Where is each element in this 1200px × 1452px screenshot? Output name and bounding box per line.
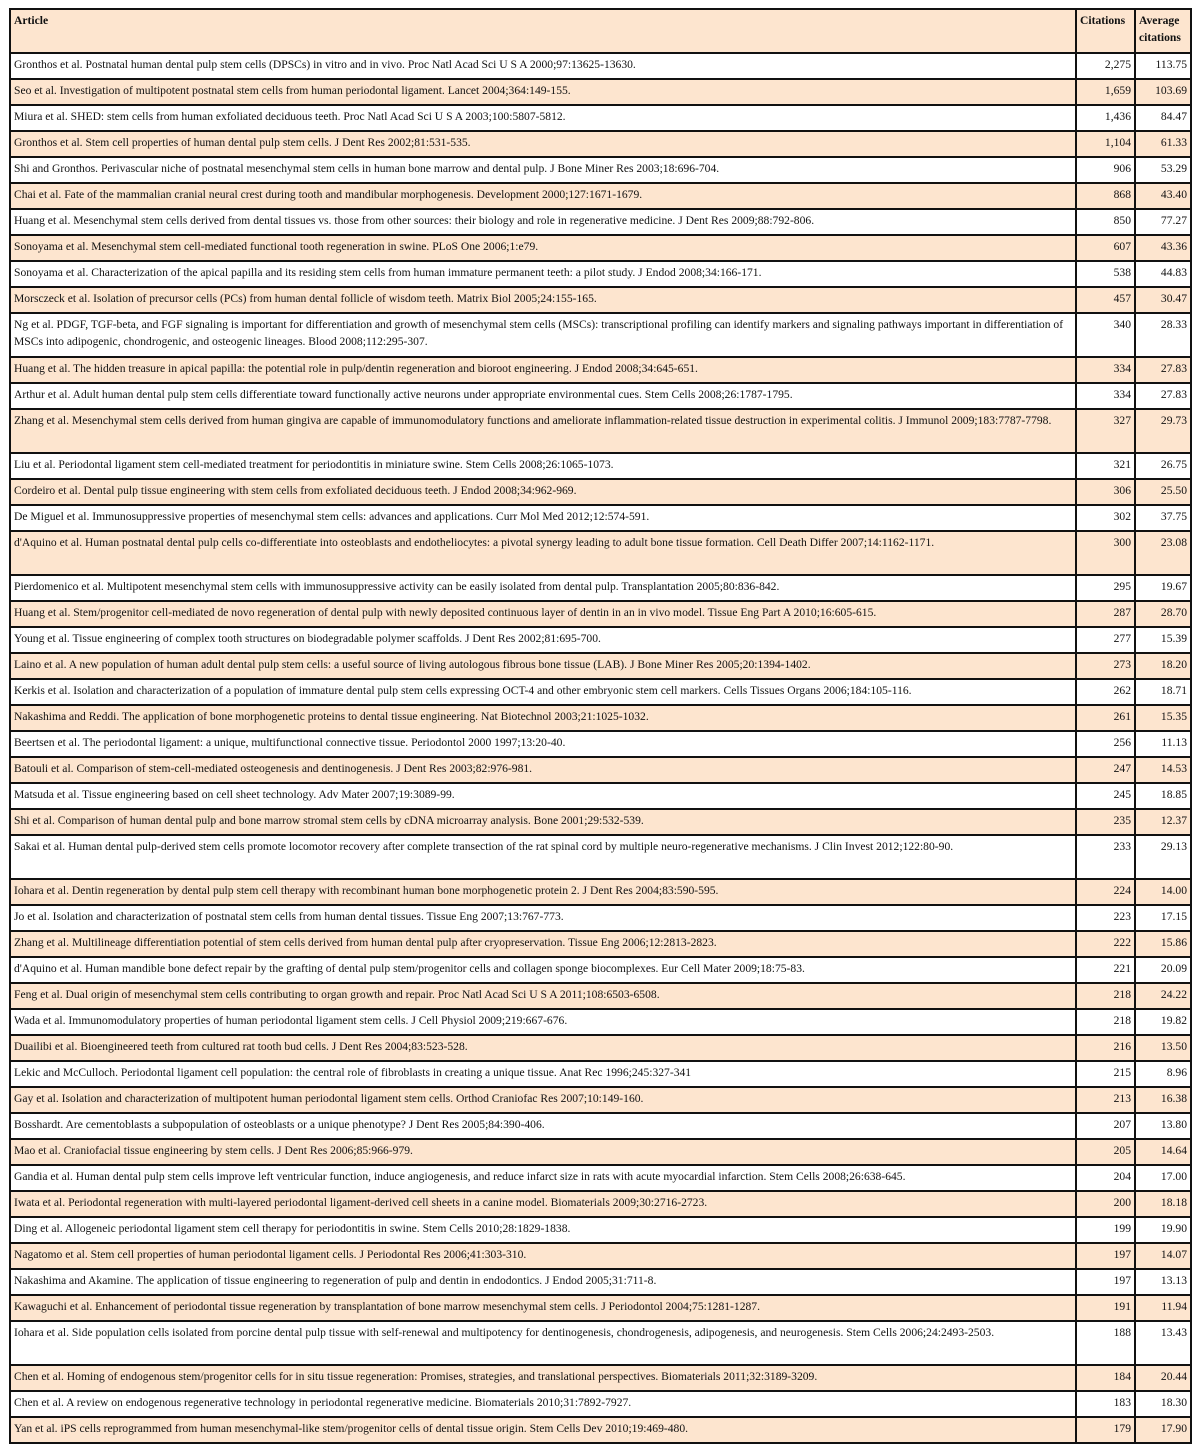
table-row [10, 183, 1191, 209]
article-cell: d'Aquino et al. Human mandible bone defect repair by the grafting of dental pulp stem/progenitor cells and collagen sponge biocomplexes. Eur Cell Mater 2009;18:75-83. [10, 957, 1076, 983]
table-row [10, 157, 1191, 183]
citations-cell: 247 [1076, 757, 1135, 783]
table-row [10, 531, 1191, 575]
article-cell: Kawaguchi et al. Enhancement of periodontal tissue regeneration by transplantation of bone marrow mesenchymal stem cells. J Periodontol 2004;75:1281-1287. [10, 1295, 1076, 1321]
citations-cell: 204 [1076, 1165, 1135, 1191]
citations-cell: 273 [1076, 653, 1135, 679]
table-row [10, 409, 1191, 453]
average-citations-cell: 17.90 [1135, 1417, 1191, 1443]
average-citations-cell: 25.50 [1135, 479, 1191, 505]
article-cell: Gandia et al. Human dental pulp stem cells improve left ventricular function, induce angiogenesis, and reduce infarct size in rats with acute myocardial infarction. Stem Cells 2008;26:638-645. [10, 1165, 1076, 1191]
citations-cell: 538 [1076, 261, 1135, 287]
table-row [10, 905, 1191, 931]
average-citations-cell: 18.71 [1135, 679, 1191, 705]
citations-cell: 222 [1076, 931, 1135, 957]
citations-cell: 457 [1076, 287, 1135, 313]
citations-cell: 607 [1076, 235, 1135, 261]
table-row [10, 131, 1191, 157]
citations-cell: 215 [1076, 1061, 1135, 1087]
article-cell: Huang et al. Stem/progenitor cell-mediated de novo regeneration of dental pulp with newly deposited continuous layer of dentin in an in vivo model. Tissue Eng Part A 2010;16:605-615. [10, 601, 1076, 627]
table-row [10, 383, 1191, 409]
article-cell: Sakai et al. Human dental pulp-derived stem cells promote locomotor recovery after complete transection of the rat spinal cord by multiple neuro-regenerative mechanisms. J Clin Invest 2012;122:80-90. [10, 835, 1076, 879]
table-row [10, 261, 1191, 287]
table-row [10, 1365, 1191, 1391]
average-citations-cell: 13.13 [1135, 1269, 1191, 1295]
table-row [10, 1391, 1191, 1417]
article-cell: Chen et al. A review on endogenous regenerative technology in periodontal regenerative medicine. Biomaterials 2010;31:7892-7927. [10, 1391, 1076, 1417]
table-row [10, 505, 1191, 531]
table-row [10, 1295, 1191, 1321]
average-citations-cell: 24.22 [1135, 983, 1191, 1009]
header-article: Article [10, 9, 1076, 53]
table-row [10, 757, 1191, 783]
average-citations-cell: 13.43 [1135, 1321, 1191, 1365]
article-cell: Seo et al. Investigation of multipotent postnatal stem cells from human periodontal ligament. Lancet 2004;364:149-155. [10, 79, 1076, 105]
table-row [10, 783, 1191, 809]
citations-cell: 1,436 [1076, 105, 1135, 131]
article-cell: Huang et al. Mesenchymal stem cells derived from dental tissues vs. those from other sources: their biology and role in regenerative medicine. J Dent Res 2009;88:792-806. [10, 209, 1076, 235]
citations-cell: 224 [1076, 879, 1135, 905]
article-cell: Sonoyama et al. Mesenchymal stem cell-mediated functional tooth regeneration in swine. PLoS One 2006;1:e79. [10, 235, 1076, 261]
article-cell: Chai et al. Fate of the mammalian cranial neural crest during tooth and mandibular morphogenesis. Development 2000;127:1671-1679. [10, 183, 1076, 209]
citations-cell: 261 [1076, 705, 1135, 731]
article-cell: Iwata et al. Periodontal regeneration with multi-layered periodontal ligament-derived cell sheets in a canine model. Biomaterials 2009;30:2716-2723. [10, 1191, 1076, 1217]
citations-cell: 340 [1076, 313, 1135, 357]
article-cell: Beertsen et al. The periodontal ligament: a unique, multifunctional connective tissue. Periodontol 2000 1997;13:20-40. [10, 731, 1076, 757]
average-citations-cell: 113.75 [1135, 53, 1191, 79]
table-row [10, 957, 1191, 983]
average-citations-cell: 14.00 [1135, 879, 1191, 905]
table-row [10, 731, 1191, 757]
table-row [10, 1009, 1191, 1035]
table-row [10, 53, 1191, 79]
citations-cell: 295 [1076, 575, 1135, 601]
average-citations-cell: 12.37 [1135, 809, 1191, 835]
citations-cell: 213 [1076, 1087, 1135, 1113]
article-cell: Laino et al. A new population of human adult dental pulp stem cells: a useful source of living autologous fibrous bone tissue (LAB). J Bone Miner Res 2005;20:1394-1402. [10, 653, 1076, 679]
article-cell: Duailibi et al. Bioengineered teeth from cultured rat tooth bud cells. J Dent Res 2004;83:523-528. [10, 1035, 1076, 1061]
table-row [10, 1217, 1191, 1243]
average-citations-cell: 13.50 [1135, 1035, 1191, 1061]
table-row [10, 627, 1191, 653]
table-row [10, 1321, 1191, 1365]
citation-table [9, 8, 1192, 1444]
table-row [10, 1191, 1191, 1217]
table-row [10, 835, 1191, 879]
average-citations-cell: 15.86 [1135, 931, 1191, 957]
table-row [10, 879, 1191, 905]
average-citations-cell: 8.96 [1135, 1061, 1191, 1087]
citations-cell: 1,659 [1076, 79, 1135, 105]
article-cell: Nakashima and Reddi. The application of bone morphogenetic proteins to dental tissue engineering. Nat Biotechnol 2003;21:1025-1032. [10, 705, 1076, 731]
table-row [10, 453, 1191, 479]
average-citations-cell: 13.80 [1135, 1113, 1191, 1139]
article-cell: Pierdomenico et al. Multipotent mesenchymal stem cells with immunosuppressive activity can be easily isolated from dental pulp. Transplantation 2005;80:836-842. [10, 575, 1076, 601]
citations-cell: 200 [1076, 1191, 1135, 1217]
citations-cell: 207 [1076, 1113, 1135, 1139]
table-body [10, 53, 1191, 1443]
citations-cell: 334 [1076, 357, 1135, 383]
header-average-citations: Average citations [1135, 9, 1191, 53]
citations-cell: 184 [1076, 1365, 1135, 1391]
citations-cell: 906 [1076, 157, 1135, 183]
average-citations-cell: 11.13 [1135, 731, 1191, 757]
table-row [10, 705, 1191, 731]
table-row [10, 209, 1191, 235]
article-cell: Liu et al. Periodontal ligament stem cell-mediated treatment for periodontitis in miniature swine. Stem Cells 2008;26:1065-1073. [10, 453, 1076, 479]
article-cell: Batouli et al. Comparison of stem-cell-mediated osteogenesis and dentinogenesis. J Dent Res 2003;82:976-981. [10, 757, 1076, 783]
average-citations-cell: 11.94 [1135, 1295, 1191, 1321]
article-cell: Bosshardt. Are cementoblasts a subpopulation of osteoblasts or a unique phenotype? J Dent Res 2005;84:390-406. [10, 1113, 1076, 1139]
citations-cell: 1,104 [1076, 131, 1135, 157]
article-cell: Cordeiro et al. Dental pulp tissue engineering with stem cells from exfoliated deciduous teeth. J Endod 2008;34:962-969. [10, 479, 1076, 505]
article-cell: Feng et al. Dual origin of mesenchymal stem cells contributing to organ growth and repair. Proc Natl Acad Sci U S A 2011;108:6503-6508. [10, 983, 1076, 1009]
table-row [10, 1139, 1191, 1165]
table-row [10, 575, 1191, 601]
table-row [10, 287, 1191, 313]
citations-cell: 197 [1076, 1243, 1135, 1269]
table-row [10, 983, 1191, 1009]
average-citations-cell: 17.15 [1135, 905, 1191, 931]
article-cell: d'Aquino et al. Human postnatal dental pulp cells co-differentiate into osteoblasts and endotheliocytes: a pivotal synergy leading to adult bone tissue formation. Cell Death Differ 2007;14:1162-1171. [10, 531, 1076, 575]
table-row [10, 1087, 1191, 1113]
citations-cell: 300 [1076, 531, 1135, 575]
header-citations: Citations [1076, 9, 1135, 53]
citations-cell: 218 [1076, 1009, 1135, 1035]
article-cell: Sonoyama et al. Characterization of the apical papilla and its residing stem cells from human immature permanent teeth: a pilot study. J Endod 2008;34:166-171. [10, 261, 1076, 287]
average-citations-cell: 23.08 [1135, 531, 1191, 575]
average-citations-cell: 15.35 [1135, 705, 1191, 731]
article-cell: Gay et al. Isolation and characterization of multipotent human periodontal ligament stem cells. Orthod Craniofac Res 2007;10:149-160. [10, 1087, 1076, 1113]
table-row [10, 1417, 1191, 1443]
average-citations-cell: 18.30 [1135, 1391, 1191, 1417]
average-citations-cell: 29.13 [1135, 835, 1191, 879]
table-row [10, 479, 1191, 505]
average-citations-cell: 28.70 [1135, 601, 1191, 627]
citations-cell: 245 [1076, 783, 1135, 809]
article-cell: Lekic and McCulloch. Periodontal ligament cell population: the central role of fibroblasts in creating a unique tissue. Anat Rec 1996;245:327-341 [10, 1061, 1076, 1087]
average-citations-cell: 43.40 [1135, 183, 1191, 209]
table-row [10, 653, 1191, 679]
citations-cell: 256 [1076, 731, 1135, 757]
article-cell: Miura et al. SHED: stem cells from human exfoliated deciduous teeth. Proc Natl Acad Sci U S A 2003;100:5807-5812. [10, 105, 1076, 131]
citations-cell: 850 [1076, 209, 1135, 235]
average-citations-cell: 43.36 [1135, 235, 1191, 261]
citations-cell: 262 [1076, 679, 1135, 705]
average-citations-cell: 16.38 [1135, 1087, 1191, 1113]
article-cell: De Miguel et al. Immunosuppressive properties of mesenchymal stem cells: advances and applications. Curr Mol Med 2012;12:574-591. [10, 505, 1076, 531]
average-citations-cell: 29.73 [1135, 409, 1191, 453]
average-citations-cell: 18.20 [1135, 653, 1191, 679]
average-citations-cell: 20.44 [1135, 1365, 1191, 1391]
average-citations-cell: 37.75 [1135, 505, 1191, 531]
average-citations-cell: 20.09 [1135, 957, 1191, 983]
table-row [10, 1243, 1191, 1269]
article-cell: Jo et al. Isolation and characterization of postnatal stem cells from human dental tissues. Tissue Eng 2007;13:767-773. [10, 905, 1076, 931]
article-cell: Young et al. Tissue engineering of complex tooth structures on biodegradable polymer scaffolds. J Dent Res 2002;81:695-700. [10, 627, 1076, 653]
average-citations-cell: 30.47 [1135, 287, 1191, 313]
article-cell: Mao et al. Craniofacial tissue engineering by stem cells. J Dent Res 2006;85:966-979. [10, 1139, 1076, 1165]
article-cell: Gronthos et al. Postnatal human dental pulp stem cells (DPSCs) in vitro and in vivo. Proc Natl Acad Sci U S A 2000;97:13625-13630. [10, 53, 1076, 79]
article-cell: Iohara et al. Dentin regeneration by dental pulp stem cell therapy with recombinant human bone morphogenetic protein 2. J Dent Res 2004;83:590-595. [10, 879, 1076, 905]
average-citations-cell: 53.29 [1135, 157, 1191, 183]
table-row [10, 1269, 1191, 1295]
citations-cell: 277 [1076, 627, 1135, 653]
average-citations-cell: 14.53 [1135, 757, 1191, 783]
average-citations-cell: 19.90 [1135, 1217, 1191, 1243]
table-row [10, 679, 1191, 705]
citations-cell: 334 [1076, 383, 1135, 409]
article-cell: Zhang et al. Multilineage differentiation potential of stem cells derived from human dental pulp after cryopreservation. Tissue Eng 2006;12:2813-2823. [10, 931, 1076, 957]
article-cell: Matsuda et al. Tissue engineering based on cell sheet technology. Adv Mater 2007;19:3089-99. [10, 783, 1076, 809]
citations-cell: 321 [1076, 453, 1135, 479]
article-cell: Wada et al. Immunomodulatory properties of human periodontal ligament stem cells. J Cell Physiol 2009;219:667-676. [10, 1009, 1076, 1035]
citations-cell: 306 [1076, 479, 1135, 505]
citations-cell: 327 [1076, 409, 1135, 453]
citations-cell: 205 [1076, 1139, 1135, 1165]
article-cell: Morsczeck et al. Isolation of precursor cells (PCs) from human dental follicle of wisdom teeth. Matrix Biol 2005;24:155-165. [10, 287, 1076, 313]
article-cell: Kerkis et al. Isolation and characterization of a population of immature dental pulp stem cells expressing OCT-4 and other embryonic stem cell markers. Cells Tissues Organs 2006;184:105-116. [10, 679, 1076, 705]
article-cell: Gronthos et al. Stem cell properties of human dental pulp stem cells. J Dent Res 2002;81:531-535. [10, 131, 1076, 157]
table-header-row [10, 9, 1191, 53]
citations-cell: 188 [1076, 1321, 1135, 1365]
table-row [10, 809, 1191, 835]
article-cell: Ng et al. PDGF, TGF-beta, and FGF signaling is important for differentiation and growth of mesenchymal stem cells (MSCs): transcriptional profiling can identify markers and signaling pathways important in differentiation of MSCs into adipogenic, chondrogenic, and osteogenic lineages. Blood 2008;112:295-307. [10, 313, 1076, 357]
citations-cell: 223 [1076, 905, 1135, 931]
average-citations-cell: 18.85 [1135, 783, 1191, 809]
article-cell: Nakashima and Akamine. The application of tissue engineering to regeneration of pulp and dentin in endodontics. J Endod 2005;31:711-8. [10, 1269, 1076, 1295]
average-citations-cell: 15.39 [1135, 627, 1191, 653]
table-row [10, 601, 1191, 627]
table-row [10, 313, 1191, 357]
citations-cell: 233 [1076, 835, 1135, 879]
citations-cell: 216 [1076, 1035, 1135, 1061]
article-cell: Yan et al. iPS cells reprogrammed from human mesenchymal-like stem/progenitor cells of dental tissue origin. Stem Cells Dev 2010;19:469-480. [10, 1417, 1076, 1443]
table-row [10, 357, 1191, 383]
average-citations-cell: 19.67 [1135, 575, 1191, 601]
average-citations-cell: 26.75 [1135, 453, 1191, 479]
citations-cell: 191 [1076, 1295, 1135, 1321]
average-citations-cell: 84.47 [1135, 105, 1191, 131]
average-citations-cell: 17.00 [1135, 1165, 1191, 1191]
table-row [10, 1113, 1191, 1139]
average-citations-cell: 44.83 [1135, 261, 1191, 287]
table-row [10, 1061, 1191, 1087]
average-citations-cell: 27.83 [1135, 383, 1191, 409]
citations-cell: 287 [1076, 601, 1135, 627]
citations-cell: 199 [1076, 1217, 1135, 1243]
article-cell: Shi and Gronthos. Perivascular niche of postnatal mesenchymal stem cells in human bone marrow and dental pulp. J Bone Miner Res 2003;18:696-704. [10, 157, 1076, 183]
table-row [10, 931, 1191, 957]
average-citations-cell: 14.07 [1135, 1243, 1191, 1269]
table-row [10, 79, 1191, 105]
table-row [10, 1035, 1191, 1061]
citations-cell: 197 [1076, 1269, 1135, 1295]
average-citations-cell: 77.27 [1135, 209, 1191, 235]
average-citations-cell: 19.82 [1135, 1009, 1191, 1035]
citations-cell: 868 [1076, 183, 1135, 209]
article-cell: Iohara et al. Side population cells isolated from porcine dental pulp tissue with self-renewal and multipotency for dentinogenesis, chondrogenesis, adipogenesis, and neurogenesis. Stem Cells 2006;24:2493-2503. [10, 1321, 1076, 1365]
article-cell: Nagatomo et al. Stem cell properties of human periodontal ligament cells. J Periodontal Res 2006;41:303-310. [10, 1243, 1076, 1269]
average-citations-cell: 14.64 [1135, 1139, 1191, 1165]
citations-cell: 179 [1076, 1417, 1135, 1443]
article-cell: Ding et al. Allogeneic periodontal ligament stem cell therapy for periodontitis in swine. Stem Cells 2010;28:1829-1838. [10, 1217, 1076, 1243]
citations-cell: 235 [1076, 809, 1135, 835]
citations-cell: 218 [1076, 983, 1135, 1009]
citations-cell: 2,275 [1076, 53, 1135, 79]
average-citations-cell: 27.83 [1135, 357, 1191, 383]
article-cell: Shi et al. Comparison of human dental pulp and bone marrow stromal stem cells by cDNA microarray analysis. Bone 2001;29:532-539. [10, 809, 1076, 835]
citations-cell: 221 [1076, 957, 1135, 983]
article-cell: Arthur et al. Adult human dental pulp stem cells differentiate toward functionally active neurons under appropriate environmental cues. Stem Cells 2008;26:1787-1795. [10, 383, 1076, 409]
table-row [10, 1165, 1191, 1191]
table-row [10, 105, 1191, 131]
table-row [10, 235, 1191, 261]
average-citations-cell: 103.69 [1135, 79, 1191, 105]
average-citations-cell: 61.33 [1135, 131, 1191, 157]
average-citations-cell: 28.33 [1135, 313, 1191, 357]
citation-table-wrapper [9, 8, 1192, 1444]
average-citations-cell: 18.18 [1135, 1191, 1191, 1217]
article-cell: Zhang et al. Mesenchymal stem cells derived from human gingiva are capable of immunomodulatory functions and ameliorate inflammation-related tissue destruction in experimental colitis. J Immunol 2009;183:7787-7798. [10, 409, 1076, 453]
article-cell: Chen et al. Homing of endogenous stem/progenitor cells for in situ tissue regeneration: Promises, strategies, and translational perspectives. Biomaterials 2011;32:3189-3209. [10, 1365, 1076, 1391]
citations-cell: 183 [1076, 1391, 1135, 1417]
article-cell: Huang et al. The hidden treasure in apical papilla: the potential role in pulp/dentin regeneration and bioroot engineering. J Endod 2008;34:645-651. [10, 357, 1076, 383]
citations-cell: 302 [1076, 505, 1135, 531]
